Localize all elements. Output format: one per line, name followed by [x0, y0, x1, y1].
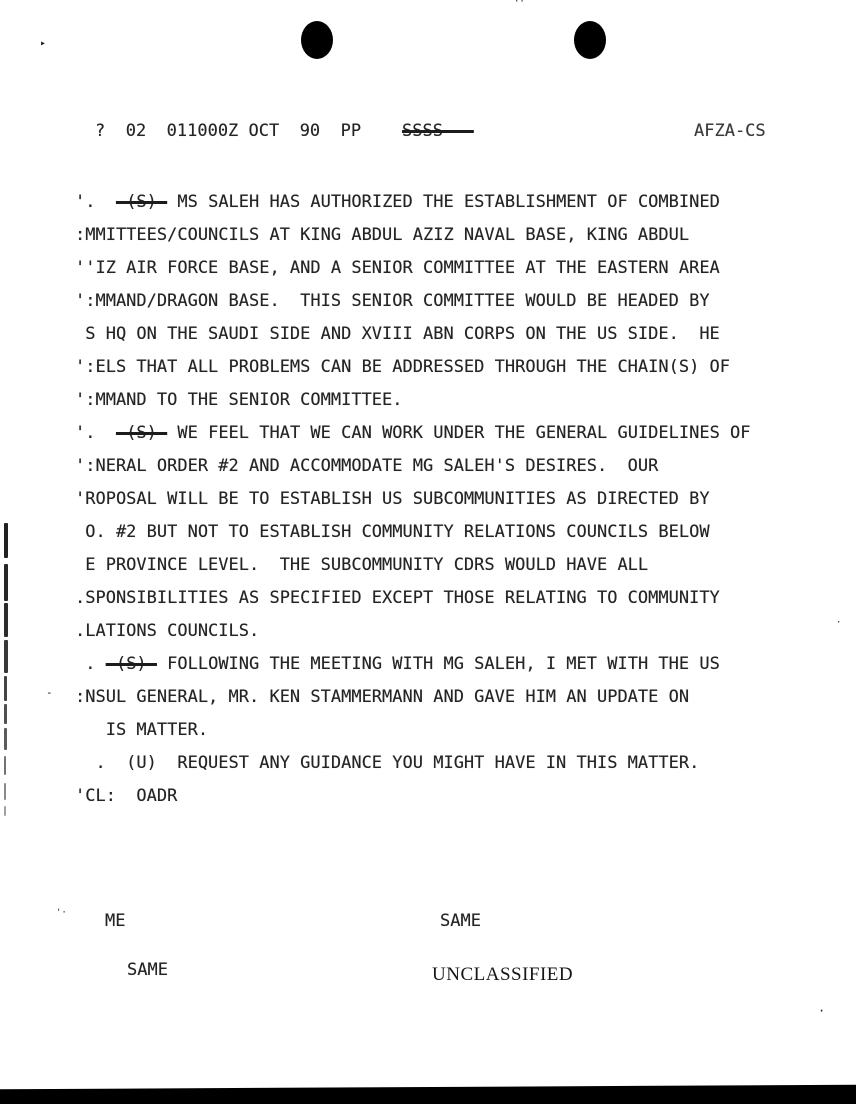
hole-punch-icon — [574, 21, 606, 59]
text-line: IS MATTER. — [75, 720, 209, 740]
text-line: E PROVINCE LEVEL. THE SUBCOMMUNITY CDRS WOULD HAVE ALL — [75, 555, 649, 575]
text-line: ':MMAND TO THE SENIOR COMMITTEE. — [75, 390, 403, 410]
declassified-paragraph-marking: -(S)- — [105, 654, 157, 674]
scan-speck: ▸ — [40, 38, 47, 49]
text-line: '. -(S)- MS SALEH HAS AUTHORIZED THE ESTABLISHMENT OF COMBINED — [75, 192, 720, 212]
header-classification-strike: SSSS——— — [402, 121, 474, 141]
scan-margin-mark — [4, 564, 8, 601]
scan-speck: '· — [56, 908, 67, 918]
text-line: ':ELS THAT ALL PROBLEMS CAN BE ADDRESSED THROUGH THE CHAIN(S) OF — [75, 357, 731, 377]
hole-punch-icon — [301, 21, 333, 59]
scan-speck: · — [818, 1004, 826, 1018]
text-line: :MMITTEES/COUNCILS AT KING ABDUL AZIZ NAVAL BASE, KING ABDUL — [75, 225, 690, 245]
text-line: ''IZ AIR FORCE BASE, AND A SENIOR COMMITTEE AT THE EASTERN AREA — [75, 258, 720, 278]
declassified-paragraph-marking: -(S)- — [115, 192, 168, 212]
declassified-paragraph-marking: -(S)- — [115, 423, 168, 443]
footer-same-left: SAME — [127, 960, 168, 980]
scan-speck: ·· — [514, 0, 525, 7]
scan-margin-mark — [4, 603, 8, 637]
scan-margin-mark — [4, 704, 7, 724]
text-line: . (U) REQUEST ANY GUIDANCE YOU MIGHT HAVE IN THIS MATTER. — [75, 753, 700, 773]
text-line: 'ROPOSAL WILL BE TO ESTABLISH US SUBCOMMUNITIES AS DIRECTED BY — [75, 489, 710, 509]
scan-margin-mark — [4, 756, 6, 775]
office-symbol: AFZA-CS — [694, 121, 766, 141]
header-dtg: ? 02 011000Z OCT 90 PP — [95, 121, 403, 141]
text-line: .LATIONS COUNCILS. — [75, 621, 260, 641]
message-body — [75, 186, 751, 813]
text-line: .SPONSIBILITIES AS SPECIFIED EXCEPT THOSE RELATING TO COMMUNITY — [75, 588, 720, 608]
scan-margin-mark — [4, 806, 6, 816]
text-line: . -(S)- FOLLOWING THE MEETING WITH MG SALEH, I MET WITH THE US — [75, 654, 720, 674]
classification-stamp: UNCLASSIFIED — [432, 964, 574, 985]
scan-margin-mark — [4, 783, 6, 800]
bottom-scan-bar — [0, 1085, 856, 1104]
scan-margin-mark — [4, 676, 7, 701]
scan-margin-mark — [4, 728, 7, 750]
text-line: :NSUL GENERAL, MR. KEN STAMMERMANN AND GAVE HIM AN UPDATE ON — [75, 687, 690, 707]
footer-same-partial: ME — [105, 911, 126, 931]
message-header — [95, 120, 474, 142]
footer-same-center: SAME — [440, 911, 481, 931]
scan-speck: · — [836, 618, 842, 628]
text-line: ':NERAL ORDER #2 AND ACCOMMODATE MG SALEH'S DESIRES. OUR — [75, 456, 659, 476]
scan-speck: - — [46, 686, 53, 699]
text-line: ':MMAND/DRAGON BASE. THIS SENIOR COMMITTEE WOULD BE HEADED BY — [75, 291, 710, 311]
scan-margin-mark — [4, 640, 8, 673]
text-line: O. #2 BUT NOT TO ESTABLISH COMMUNITY RELATIONS COUNCILS BELOW — [75, 522, 710, 542]
text-line: S HQ ON THE SAUDI SIDE AND XVIII ABN CORPS ON THE US SIDE. HE — [75, 324, 720, 344]
text-line: 'CL: OADR — [75, 786, 178, 806]
scan-margin-mark — [4, 523, 8, 558]
text-line: '. -(S)- WE FEEL THAT WE CAN WORK UNDER THE GENERAL GUIDELINES OF — [75, 423, 751, 443]
